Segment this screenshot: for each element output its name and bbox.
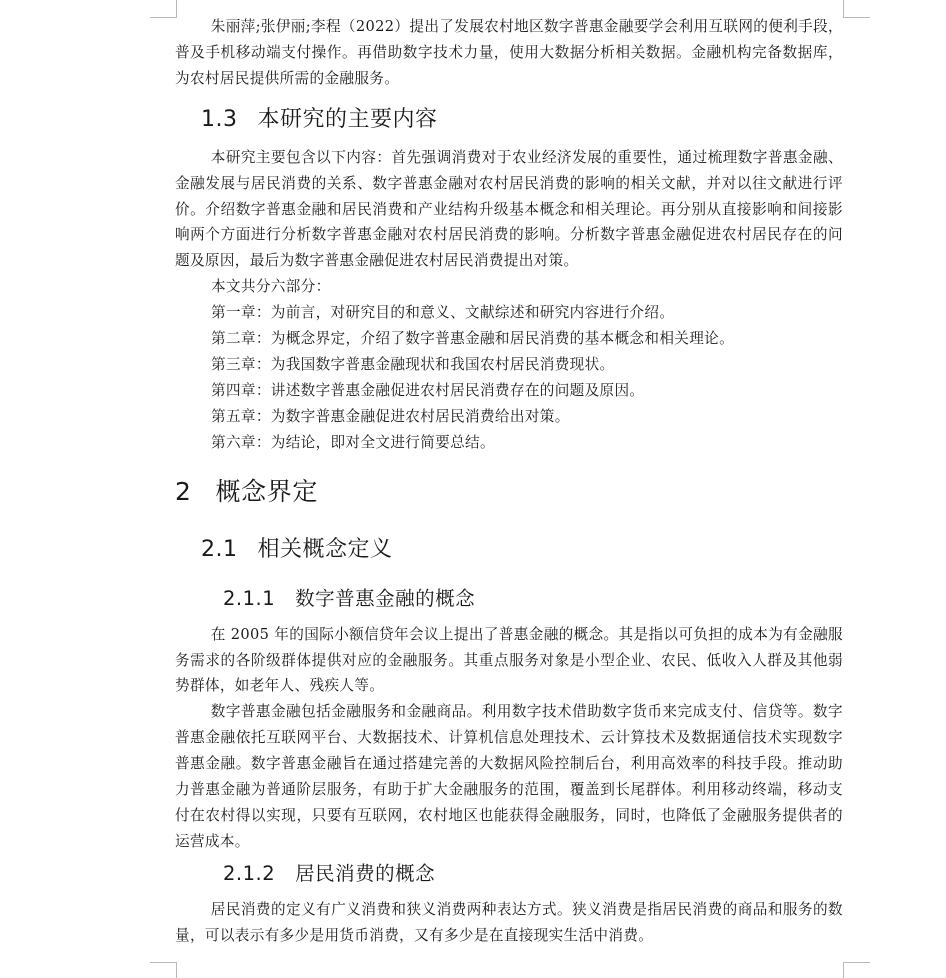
paragraph: 在 2005 年的国际小额信贷年会议上提出了普惠金融的概念。其是指以可负担的成本为有金融服务需求的各阶级群体提供对应的金融服务。其重点服务对象是小型企业、农民、低收入人群及其他弱势群体，如老年人、残疾人等。 (175, 625, 843, 695)
subsection-number: 2.1.1 (223, 586, 276, 610)
chapter-item: 第二章：为概念界定，介绍了数字普惠金融和居民消费的基本概念和相关理论。 (211, 330, 735, 348)
section-number: 2.1 (201, 536, 238, 562)
section-heading (175, 104, 843, 136)
chapter-item: 第三章：为我国数字普惠金融现状和我国农村居民消费现状。 (211, 355, 615, 373)
crop-mark (843, 17, 870, 18)
subsection-number: 2.1.2 (223, 861, 276, 885)
chapter-heading (175, 474, 843, 510)
section-heading (175, 534, 843, 566)
chapter-item: 第四章：讲述数字普惠金融促进农村居民消费存在的问题及原因。 (211, 381, 645, 399)
paragraph: 本研究主要包含以下内容：首先强调消费对于农业经济发展的重要性，通过梳理数字普惠金融、金融发展与居民消费的关系、数字普惠金融对农村居民消费的影响的相关文献，并对以往文献进行评价。介绍数字普惠金融和居民消费和产业结构升级基本概念和相关理论。再分别从直接影响和间接影响两个方面进行分析数字普惠金融对农村居民消费的影响。分析数字普惠金融促进农村居民存在的问题及原因，最后为数字普惠金融促进农村居民消费提出对策。 (175, 148, 843, 270)
subsection-heading (175, 859, 843, 889)
chapter-item: 第六章：为结论，即对全文进行简要总结。 (211, 433, 495, 451)
crop-mark (843, 962, 844, 978)
chapter-item: 第五章：为数字普惠金融促进农村居民消费给出对策。 (211, 407, 570, 425)
paragraph: 数字普惠金融包括金融服务和金融商品。利用数字技术借助数字货币来完成支付、信贷等。数字普惠金融依托互联网平台、大数据技术、计算机信息处理技术、云计算技术及数据通信技术实现数字普惠金融。数字普惠金融旨在通过搭建完善的大数据风险控制后台，利用高效率的科技手段。推动助力普惠金融为普通阶层服务，有助于扩大金融服务的范围，覆盖到长尾群体。利用移动终端，移动支付在农村得以实现，只要有互联网，农村地区也能获得金融服务，同时，也降低了金融服务提供者的运营成本。 (175, 703, 843, 850)
crop-mark (843, 0, 844, 18)
text-line: 本文共分六部分： (211, 278, 331, 296)
chapter-item: 第一章：为前言，对研究目的和意义、文献综述和研究内容进行介绍。 (211, 304, 675, 322)
subsection-heading (175, 584, 843, 614)
crop-mark (150, 962, 177, 963)
crop-mark (843, 962, 870, 963)
subsection-title: 数字普惠金融的概念 (295, 586, 476, 610)
paragraph: 朱丽萍;张伊丽;李程（2022）提出了发展农村地区数字普惠金融要学会利用互联网的便利手段，普及手机移动端支付操作。再借助数字技术力量，使用大数据分析相关数据。金融机构完备数据库，为农村居民提供所需的金融服务。 (175, 18, 843, 87)
chapter-title: 概念界定 (215, 476, 318, 506)
document-body (175, 14, 843, 949)
section-number: 1.3 (201, 106, 238, 132)
crop-mark (176, 962, 177, 978)
paragraph: 居民消费的定义有广义消费和狭义消费两种表达方式。狭义消费是指居民消费的商品和服务的数量，可以表示有多少是用货币消费，又有多少是在直接现实生活中消费。 (175, 900, 843, 944)
crop-mark (150, 17, 177, 18)
chapter-number: 2 (175, 476, 192, 506)
section-title: 本研究的主要内容 (257, 106, 438, 132)
section-title: 相关概念定义 (257, 536, 393, 562)
subsection-title: 居民消费的概念 (295, 861, 436, 885)
